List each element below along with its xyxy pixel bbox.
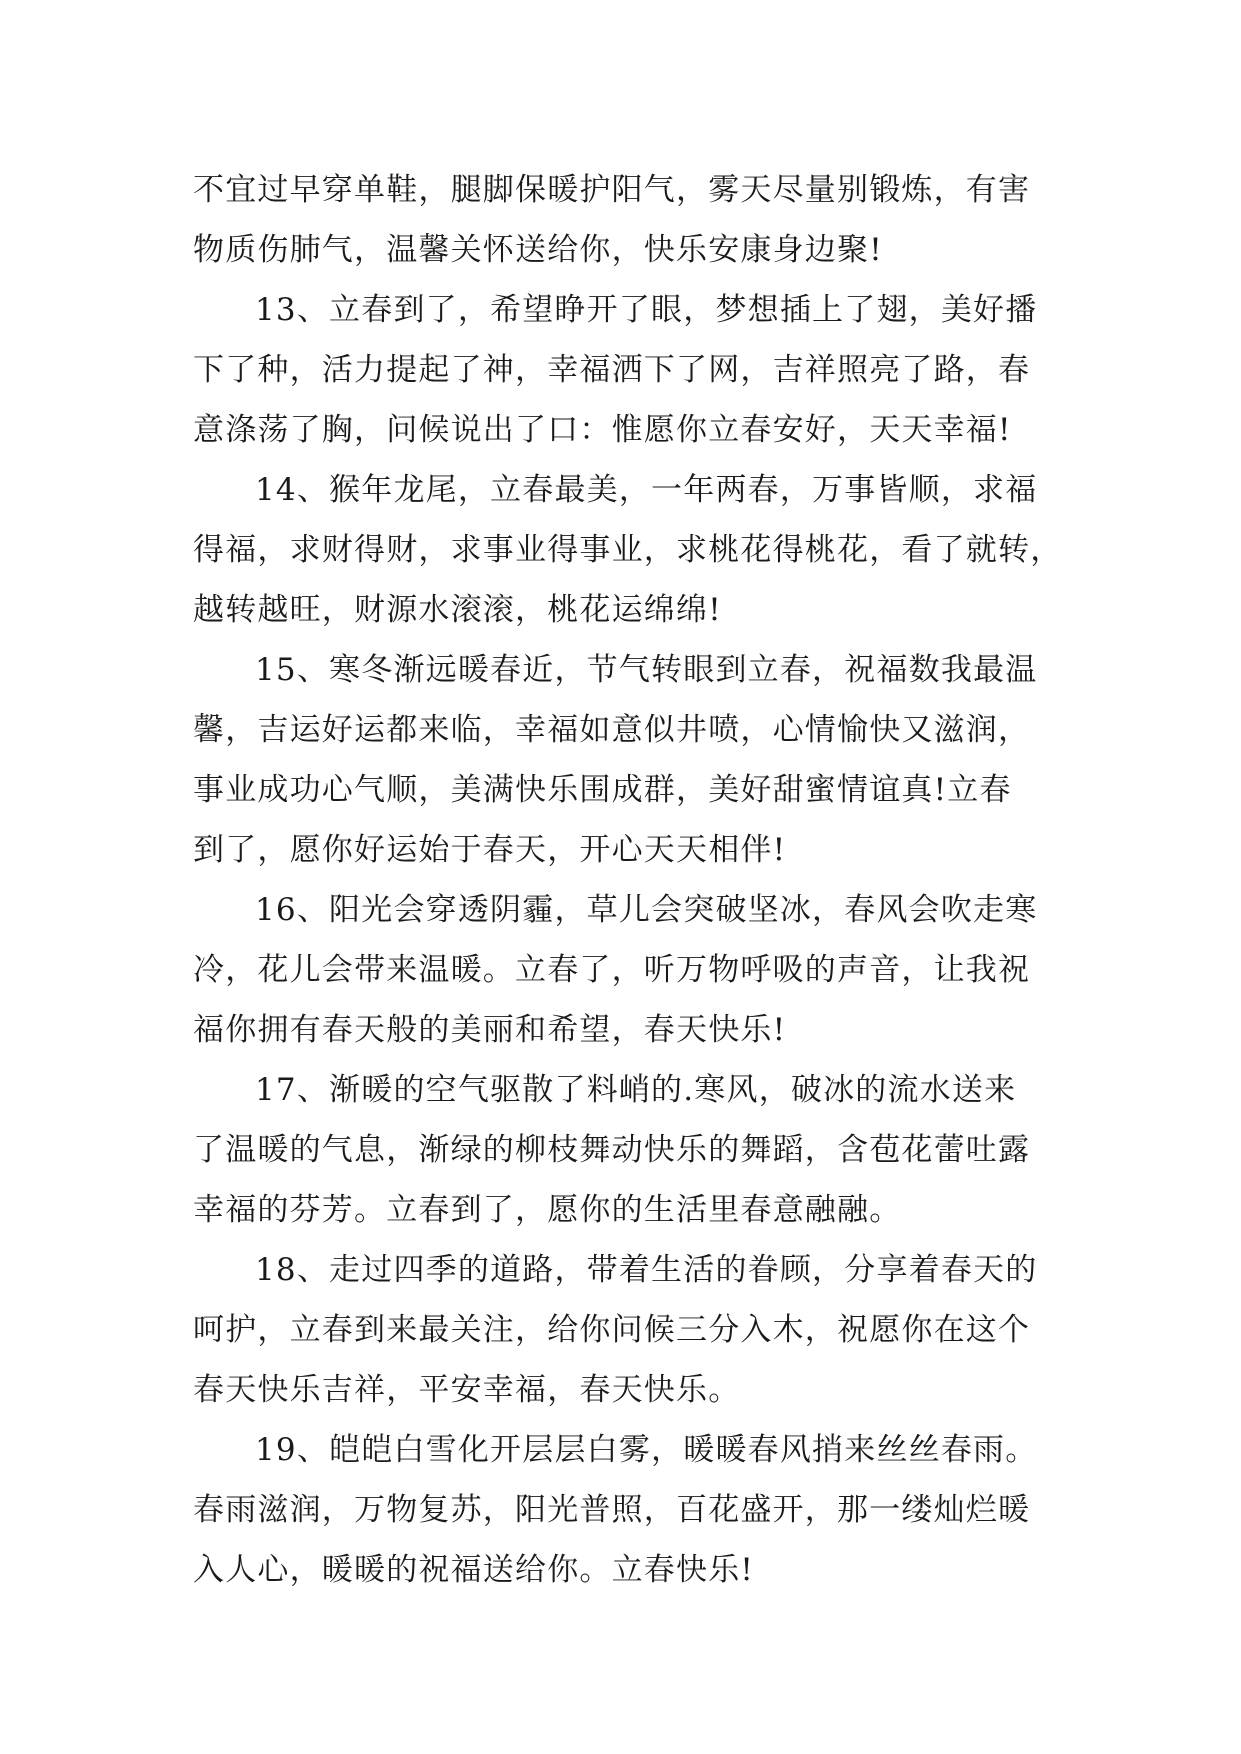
text-line: 物质伤肺气，温馨关怀送给你，快乐安康身边聚! bbox=[193, 232, 883, 268]
text-line: 19、皑皑白雪化开层层白雾，暖暖春风捎来丝丝春雨。 bbox=[255, 1432, 1038, 1468]
text-line: 到了，愿你好运始于春天，开心天天相伴! bbox=[193, 832, 787, 868]
text-line: 春天快乐吉祥，平安幸福，春天快乐。 bbox=[193, 1372, 741, 1408]
text-line: 17、渐暖的空气驱散了料峭的.寒风，破冰的流水送来 bbox=[255, 1072, 1017, 1108]
text-line: 下了种，活力提起了神，幸福洒下了网，吉祥照亮了路，春 bbox=[193, 352, 1031, 388]
text-line: 福你拥有春天般的美丽和希望，春天快乐! bbox=[193, 1012, 787, 1048]
paragraph-13 bbox=[193, 280, 1063, 460]
text-line: 幸福的芬芳。立春到了，愿你的生活里春意融融。 bbox=[193, 1192, 902, 1228]
text-line: 呵护，立春到来最关注，给你问候三分入木，祝愿你在这个 bbox=[193, 1312, 1031, 1348]
document-body bbox=[193, 160, 1063, 1600]
text-line: 春雨滋润，万物复苏，阳光普照，百花盛开，那一缕灿烂暖 bbox=[193, 1492, 1031, 1528]
paragraph-17 bbox=[193, 1060, 1063, 1240]
text-line: 冷，花儿会带来温暖。立春了，听万物呼吸的声音，让我祝 bbox=[193, 952, 1031, 988]
text-line: 馨，吉运好运都来临，幸福如意似井喷，心情愉快又滋润， bbox=[193, 712, 1031, 748]
paragraph-18 bbox=[193, 1240, 1063, 1420]
text-line: 越转越旺，财源水滚滚，桃花运绵绵! bbox=[193, 592, 722, 628]
paragraph-19 bbox=[193, 1420, 1063, 1600]
text-line: 14、猴年龙尾，立春最美，一年两春，万事皆顺，求福 bbox=[255, 472, 1038, 508]
paragraph-16 bbox=[193, 880, 1063, 1060]
paragraph-14 bbox=[193, 460, 1063, 640]
text-line: 13、立春到了，希望睁开了眼，梦想插上了翅，美好播 bbox=[255, 292, 1038, 328]
text-line: 18、走过四季的道路，带着生活的眷顾，分享着春天的 bbox=[255, 1252, 1038, 1288]
text-line: 16、阳光会穿透阴霾，草儿会突破坚冰，春风会吹走寒 bbox=[255, 892, 1038, 928]
paragraph-15 bbox=[193, 640, 1063, 880]
text-line: 意涤荡了胸，问候说出了口：惟愿你立春安好，天天幸福! bbox=[193, 412, 1012, 448]
text-line: 了温暖的气息，渐绿的柳枝舞动快乐的舞蹈，含苞花蕾吐露 bbox=[193, 1132, 1031, 1168]
paragraph-12-continued bbox=[193, 160, 1063, 280]
text-line: 得福，求财得财，求事业得事业，求桃花得桃花，看了就转， bbox=[193, 532, 1063, 568]
text-line: 事业成功心气顺，美满快乐围成群，美好甜蜜情谊真!立春 bbox=[193, 772, 1012, 808]
text-line: 15、寒冬渐远暖春近，节气转眼到立春，祝福数我最温 bbox=[255, 652, 1038, 688]
text-line: 不宜过早穿单鞋，腿脚保暖护阳气，雾天尽量别锻炼，有害 bbox=[193, 172, 1031, 208]
text-line: 入人心，暖暖的祝福送给你。立春快乐! bbox=[193, 1552, 755, 1588]
